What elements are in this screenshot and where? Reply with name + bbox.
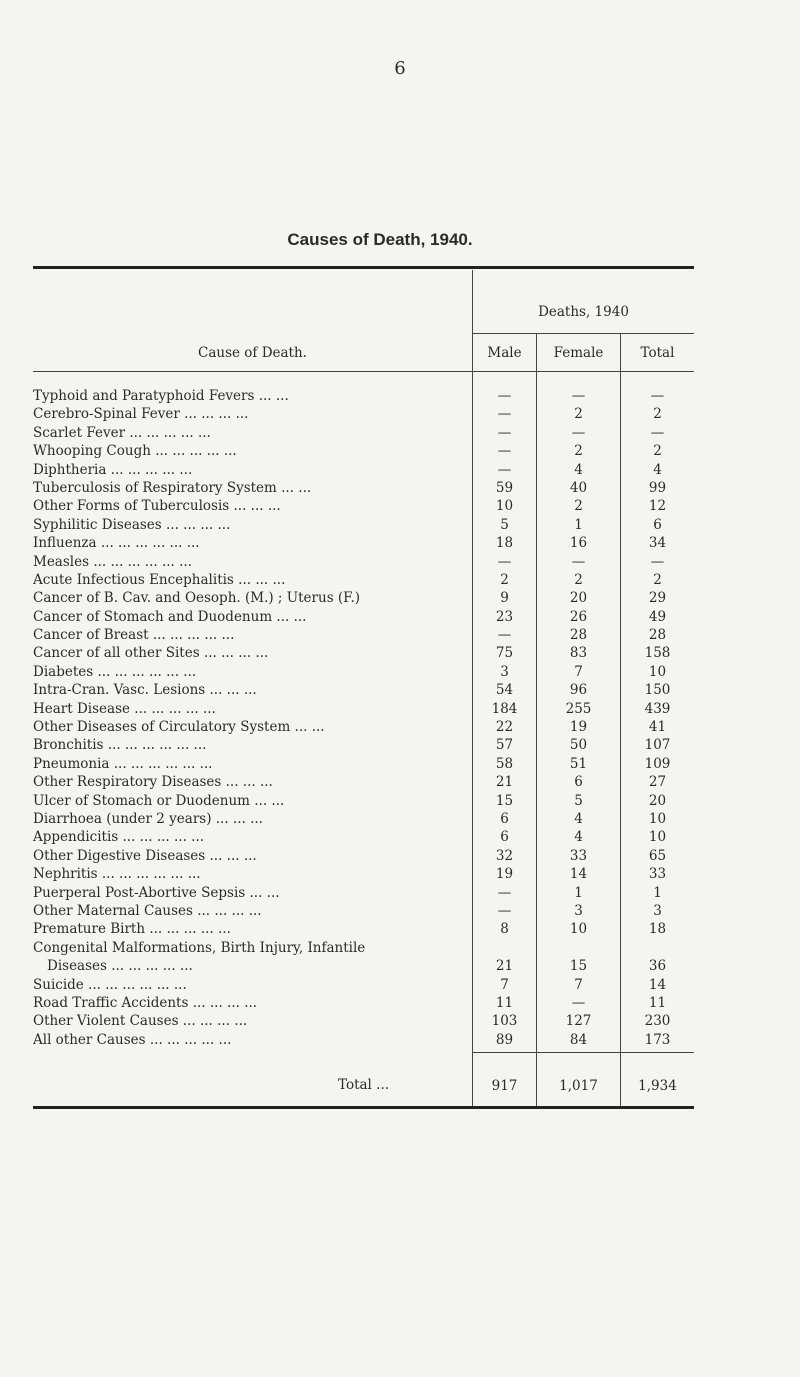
table-row — [33, 810, 694, 828]
female-cell: 3 — [574, 902, 583, 919]
cause-text: Bronchitis ... ... ... ... ... ... — [33, 737, 207, 754]
male-cell: — — [497, 627, 512, 644]
cause-cell — [33, 718, 465, 736]
cause-text: Intra-Cran. Vasc. Lesions ... ... ... — [33, 682, 257, 699]
table-row — [33, 553, 694, 571]
table-row — [33, 884, 694, 902]
cause-text: Other Respiratory Diseases ... ... ... — [33, 774, 273, 791]
male-cell: 75 — [495, 645, 514, 662]
cause-cell — [33, 865, 465, 883]
female-cell: 15 — [569, 958, 588, 975]
cause-text: Puerperal Post-Abortive Sepsis ... ... — [33, 884, 280, 901]
total-cell: 12 — [648, 498, 667, 515]
cause-cell — [33, 994, 465, 1012]
female-cell: 28 — [569, 627, 588, 644]
female-cell: 40 — [569, 479, 588, 496]
table-row — [33, 865, 694, 883]
cause-text: Pneumonia ... ... ... ... ... ... — [33, 755, 213, 772]
header-divider — [33, 371, 694, 372]
total-cell: 173 — [644, 1031, 671, 1048]
male-cell: — — [497, 884, 512, 901]
male-cell: 19 — [495, 866, 514, 883]
total-cell: 18 — [648, 921, 667, 938]
cause-text: Road Traffic Accidents ... ... ... ... — [33, 994, 258, 1011]
male-cell: 2 — [500, 571, 509, 588]
total-cell: 29 — [648, 590, 667, 607]
table-row — [33, 608, 694, 626]
table-row — [33, 442, 694, 460]
total-cell: 10 — [648, 829, 667, 846]
cause-cell — [33, 497, 465, 515]
header-divider — [472, 333, 694, 334]
cause-text: Diphtheria ... ... ... ... ... — [33, 461, 193, 478]
cause-cell — [33, 479, 465, 497]
female-cell: 96 — [569, 682, 588, 699]
table-row — [33, 828, 694, 846]
total-column-header: Total — [640, 345, 675, 361]
cause-cell — [33, 516, 465, 534]
cause-text: Influenza ... ... ... ... ... ... — [33, 535, 200, 552]
total-divider — [472, 1052, 694, 1053]
female-cell: 14 — [569, 866, 588, 883]
male-cell: 7 — [500, 976, 509, 993]
cause-cell — [33, 847, 465, 865]
cause-cell — [33, 626, 465, 644]
cause-text: Acute Infectious Encephalitis ... ... ... — [33, 571, 286, 588]
cause-cell — [33, 700, 465, 718]
female-cell: 50 — [569, 737, 588, 754]
total-cell: 28 — [648, 627, 667, 644]
cause-cell — [33, 461, 465, 479]
cause-text: Suicide ... ... ... ... ... ... — [33, 976, 187, 993]
cause-cell — [33, 1031, 465, 1049]
cause-cell — [33, 792, 465, 810]
total-male: 917 — [491, 1077, 518, 1094]
male-cell: 9 — [500, 590, 509, 607]
total-cell: 36 — [648, 958, 667, 975]
female-cell: 7 — [574, 663, 583, 680]
table-row — [33, 626, 694, 644]
female-cell: 255 — [565, 700, 592, 717]
male-cell: 57 — [495, 737, 514, 754]
cause-text: Whooping Cough ... ... ... ... ... — [33, 443, 237, 460]
total-cell: 14 — [648, 976, 667, 993]
total-cell: 65 — [648, 847, 667, 864]
cause-text: Other Forms of Tuberculosis ... ... ... — [33, 498, 281, 515]
cause-cell — [33, 902, 465, 920]
cause-text: Nephritis ... ... ... ... ... ... — [33, 866, 201, 883]
cause-text: Scarlet Fever ... ... ... ... ... — [33, 424, 211, 441]
table-row — [33, 516, 694, 534]
cause-cell — [33, 608, 465, 626]
table-row — [33, 681, 694, 699]
male-cell: 89 — [495, 1031, 514, 1048]
cause-text: Diarrhoea (under 2 years) ... ... ... — [33, 810, 263, 827]
total-cell: 2 — [653, 406, 662, 423]
female-cell: 16 — [569, 535, 588, 552]
male-cell: 58 — [495, 755, 514, 772]
table-row — [33, 755, 694, 773]
cause-text: All other Causes ... ... ... ... ... — [33, 1031, 232, 1048]
female-cell: 20 — [569, 590, 588, 607]
total-cell: 150 — [644, 682, 671, 699]
cause-cell — [33, 828, 465, 846]
cause-text: Premature Birth ... ... ... ... ... — [33, 921, 231, 938]
cause-text: Other Maternal Causes ... ... ... ... — [33, 902, 262, 919]
male-cell: — — [497, 902, 512, 919]
bottom-rule — [33, 1106, 694, 1109]
male-cell: 5 — [500, 516, 509, 533]
male-cell: — — [497, 406, 512, 423]
female-cell: 4 — [574, 810, 583, 827]
table-body — [33, 387, 694, 1049]
cause-text: Heart Disease ... ... ... ... ... — [33, 700, 216, 717]
cause-text: Typhoid and Paratyphoid Fevers ... ... — [33, 388, 289, 404]
top-rule — [33, 266, 694, 269]
cause-cell — [33, 663, 465, 681]
table-row — [33, 1031, 694, 1049]
cause-cell — [33, 939, 465, 976]
table-row — [33, 479, 694, 497]
female-cell: — — [571, 553, 586, 570]
table-row — [33, 663, 694, 681]
cause-text: Cancer of B. Cav. and Oesoph. (M.) ; Uterus (F.) — [33, 590, 361, 607]
cause-cell — [33, 405, 465, 423]
cause-text: Other Diseases of Circulatory System ... ... — [33, 719, 325, 736]
cause-text: Syphilitic Diseases ... ... ... ... — [33, 516, 231, 533]
cause-cell — [33, 424, 465, 442]
cause-cell — [33, 755, 465, 773]
total-cell: 2 — [653, 571, 662, 588]
total-cell: 109 — [644, 755, 671, 772]
male-cell: — — [497, 424, 512, 441]
cause-text: Cancer of all other Sites ... ... ... ... — [33, 645, 269, 662]
female-cell: — — [571, 994, 586, 1011]
male-cell: 6 — [500, 829, 509, 846]
female-cell: 5 — [574, 792, 583, 809]
table-row — [33, 534, 694, 552]
cause-cell — [33, 571, 465, 589]
table-row — [33, 644, 694, 662]
cause-text-line2: Diseases ... ... ... ... ... — [47, 958, 193, 975]
female-cell: 10 — [569, 921, 588, 938]
cause-text: Appendicitis ... ... ... ... ... — [33, 829, 205, 846]
total-cell: 33 — [648, 866, 667, 883]
table-row — [33, 387, 694, 405]
table-row — [33, 571, 694, 589]
causes-of-death-table — [33, 270, 694, 1106]
female-cell: 2 — [574, 443, 583, 460]
cause-text: Diabetes ... ... ... ... ... ... — [33, 663, 197, 680]
female-column-header: Female — [553, 345, 604, 361]
male-cell: 21 — [495, 958, 514, 975]
female-cell: 51 — [569, 755, 588, 772]
total-label: Total ... — [338, 1077, 390, 1093]
total-total: 1,934 — [638, 1077, 677, 1094]
female-cell: 127 — [565, 1013, 592, 1030]
male-cell: 59 — [495, 479, 514, 496]
table-row — [33, 700, 694, 718]
table-row — [33, 994, 694, 1012]
cause-cell — [33, 387, 465, 405]
cause-text: Cancer of Stomach and Duodenum ... ... — [33, 608, 307, 625]
female-cell: 2 — [574, 498, 583, 515]
cause-cell — [33, 589, 465, 607]
total-cell: 439 — [644, 700, 671, 717]
table-row — [33, 589, 694, 607]
female-cell: 6 — [574, 774, 583, 791]
female-cell: — — [571, 424, 586, 441]
male-column-header: Male — [487, 345, 522, 361]
cause-cell — [33, 1012, 465, 1030]
male-cell: 23 — [495, 608, 514, 625]
table-row — [33, 976, 694, 994]
cause-text: Other Digestive Diseases ... ... ... — [33, 847, 257, 864]
male-cell: 103 — [491, 1013, 518, 1030]
male-cell: 15 — [495, 792, 514, 809]
table-row — [33, 1012, 694, 1030]
cause-text: Measles ... ... ... ... ... ... — [33, 553, 193, 570]
total-cell: 99 — [648, 479, 667, 496]
male-cell: — — [497, 443, 512, 460]
female-cell: 33 — [569, 847, 588, 864]
male-cell: — — [497, 461, 512, 478]
table-row — [33, 424, 694, 442]
table-row — [33, 736, 694, 754]
cause-text: Other Violent Causes ... ... ... ... — [33, 1013, 248, 1030]
male-cell: 18 — [495, 535, 514, 552]
female-cell: 26 — [569, 608, 588, 625]
female-cell: 1 — [574, 516, 583, 533]
male-cell: 11 — [495, 994, 514, 1011]
female-cell: — — [571, 387, 586, 404]
cause-cell — [33, 442, 465, 460]
total-cell: — — [650, 553, 665, 570]
cause-cell — [33, 644, 465, 662]
cause-cell — [33, 773, 465, 791]
male-cell: 8 — [500, 921, 509, 938]
cause-cell — [33, 534, 465, 552]
total-cell: 27 — [648, 774, 667, 791]
table-row — [33, 847, 694, 865]
total-cell: 230 — [644, 1013, 671, 1030]
total-cell: 20 — [648, 792, 667, 809]
male-cell: — — [497, 387, 512, 404]
total-cell: 11 — [648, 994, 667, 1011]
cause-text: Cerebro-Spinal Fever ... ... ... ... — [33, 406, 249, 423]
cause-header: Cause of Death. — [198, 345, 307, 361]
cause-cell — [33, 736, 465, 754]
female-cell: 4 — [574, 829, 583, 846]
table-row — [33, 461, 694, 479]
male-cell: 32 — [495, 847, 514, 864]
table-row — [33, 920, 694, 938]
page-title: Causes of Death, 1940. — [287, 230, 473, 249]
cause-cell — [33, 681, 465, 699]
total-cell: 10 — [648, 663, 667, 680]
table-row — [33, 902, 694, 920]
total-cell: — — [650, 387, 665, 404]
total-cell: 41 — [648, 719, 667, 736]
page-number: 6 — [394, 58, 406, 79]
male-cell: — — [497, 553, 512, 570]
cause-text: Cancer of Breast ... ... ... ... ... — [33, 627, 235, 644]
table-row — [33, 792, 694, 810]
female-cell: 83 — [569, 645, 588, 662]
female-cell: 84 — [569, 1031, 588, 1048]
female-cell: 19 — [569, 719, 588, 736]
deaths-header: Deaths, 1940 — [538, 304, 629, 320]
table-row — [33, 405, 694, 423]
total-cell: 158 — [644, 645, 671, 662]
female-cell: 2 — [574, 571, 583, 588]
table-row — [33, 773, 694, 791]
total-cell: 10 — [648, 810, 667, 827]
total-cell: 107 — [644, 737, 671, 754]
male-cell: 6 — [500, 810, 509, 827]
cause-cell — [33, 810, 465, 828]
female-cell: 1 — [574, 884, 583, 901]
cause-cell — [33, 884, 465, 902]
female-cell: 7 — [574, 976, 583, 993]
cause-cell — [33, 553, 465, 571]
male-cell: 3 — [500, 663, 509, 680]
table-row — [33, 718, 694, 736]
female-cell: 4 — [574, 461, 583, 478]
cause-text: Tuberculosis of Respiratory System ... ... — [33, 479, 312, 496]
total-cell: 2 — [653, 443, 662, 460]
total-cell: 34 — [648, 535, 667, 552]
cause-cell — [33, 976, 465, 994]
total-cell: 4 — [653, 461, 662, 478]
total-cell: 3 — [653, 902, 662, 919]
total-cell: 6 — [653, 516, 662, 533]
table-row — [33, 939, 694, 976]
total-cell: — — [650, 424, 665, 441]
male-cell: 54 — [495, 682, 514, 699]
male-cell: 184 — [491, 700, 518, 717]
male-cell: 21 — [495, 774, 514, 791]
table-row — [33, 497, 694, 515]
total-female: 1,017 — [559, 1077, 598, 1094]
total-cell: 1 — [653, 884, 662, 901]
cause-text: Ulcer of Stomach or Duodenum ... ... — [33, 792, 285, 809]
cause-text: Congenital Malformations, Birth Injury, Infantile — [33, 939, 366, 956]
total-cell: 49 — [648, 608, 667, 625]
total-row — [33, 1075, 694, 1095]
cause-cell — [33, 920, 465, 938]
male-cell: 22 — [495, 719, 514, 736]
female-cell: 2 — [574, 406, 583, 423]
male-cell: 10 — [495, 498, 514, 515]
